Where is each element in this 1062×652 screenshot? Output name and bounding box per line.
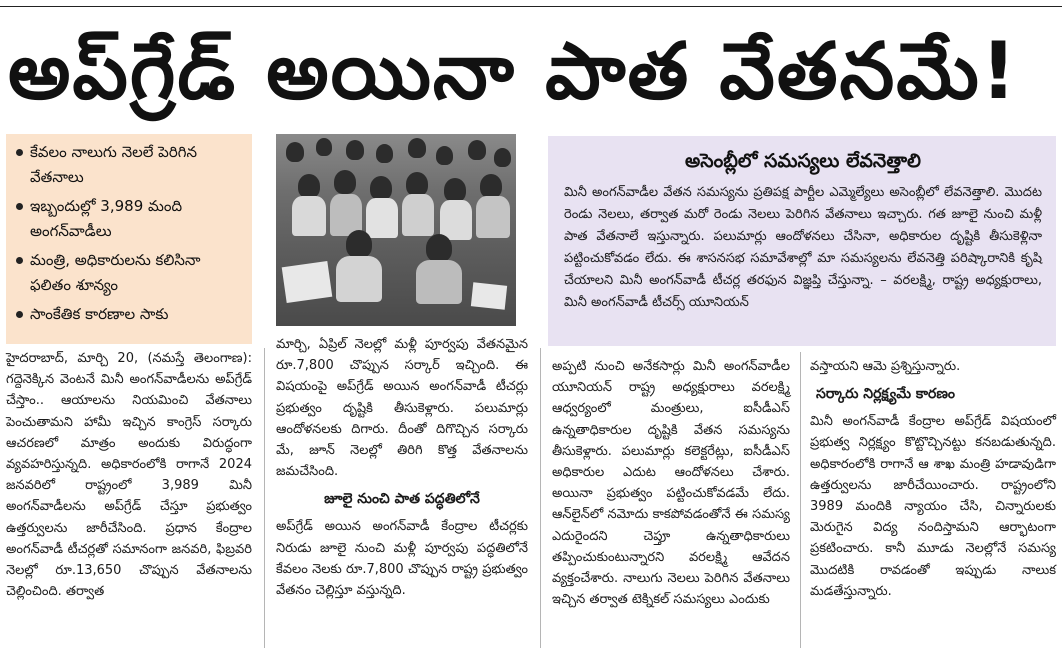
article-paragraph: అప్పటి నుంచి అనేకసార్లు మినీ అంగన్‌వాడీల యూనియన్ రాష్ట్ర అధ్యక్షురాలు వరలక్ష్మి ఆధ్వర్యంలో మంత్రులు, ఐసీడీఎస్ ఉన్నతాధికారుల దృష్టికి వేతన సమస్యను తీసుకెళ్లారు. పలుమార్లు కలెక్టరేట్లు, ఐసీడీఎస్ అధికారుల ఎదుట ఆందోళనలు చేశారు. అయినా ప్రభుత్వం పట్టించుకోవడమే లేదు. ఆన్‌లైన్‌లో నమోదు కాకపోవడంతోనే ఈ సమస్య ఎదురైందని చెప్తూ ఉన్నతాధికారులు తప్పించుకుంటున్నారని వరలక్ష్మి ఆవేదన వ్యక్తంచేశారు. నాలుగు నెలలు పెరిగిన వేతనాలు ఇచ్చిన తర్వాత టెక్నికల్ సమస్యలు ఎందుకు bbox=[552, 359, 790, 608]
children-photo bbox=[276, 134, 516, 326]
article-column-4 bbox=[810, 356, 1056, 602]
article-paragraph: మినీ అంగన్‌వాడీ కేంద్రాల అప్‌గ్రేడ్ విషయంలో ప్రభుత్వ నిర్లక్ష్యం కొట్టొచ్చినట్టు కనబడుతున్నది. అధికారంలోకి రాగానే ఆ శాఖ మంత్రి హడావుడిగా ఉత్తర్వులను జారీచేయించారు. రాష్ట్రంలోని 3989 మందికి న్యాయం చేసి, చిన్నారులకు మెరుగైన విద్య నందిస్తామని ఆర్భాటంగా ప్రకటించారు. కానీ మూడు నెలల్లోనే సమస్య మొదటికి రావడంతో ఇప్పుడు నాలుక మడతేస్తున్నారు. bbox=[810, 414, 1056, 599]
highlight-item: సాంకేతిక కారణాల సాకు bbox=[12, 302, 244, 327]
callout-body: మినీ అంగన్‌వాడీల వేతన సమస్యను ప్రతిపక్ష పార్టీల ఎమ్మెల్యేలు అసెంబ్లీలో లేవనెత్తాలి. మొదట రెండు నెలలు, తర్వాత మరో రెండు నెలలు పెరిగిన వేతనాలు ఇచ్చారు. గత జూలై నుంచి మళ్లీ పాత వేతనాలే ఇస్తున్నారు. పలుమార్లు ఆందోళనలు చేసినా, అధికారుల దృష్టికి తీసుకెళ్లినా పట్టించుకోవడం లేదు. ఈ శాసనసభ సమావేశాల్లో మా సమస్యలను లేవనెత్తి పరిష్కారానికి కృషి చేయాలని మినీ అంగన్‌వాడీ టీచర్ల తరఫున విజ్ఞప్తి చేస్తున్నా. – వరలక్ష్మి, రాష్ట్ర అధ్యక్షురాలు, మినీ అంగన్‌వాడీ టీచర్స్ యూనియన్ bbox=[564, 185, 1042, 310]
quote-callout bbox=[548, 136, 1056, 346]
article-column-1 bbox=[6, 348, 252, 602]
highlights-box bbox=[6, 134, 252, 344]
column-divider bbox=[264, 348, 265, 648]
highlight-item: మంత్రి, అధికారులను కలిసినా ఫలితం శూన్యం bbox=[12, 248, 244, 298]
column-divider bbox=[540, 348, 541, 648]
headline: అప్‌గ్రేడ్ అయినా పాత వేతనమే! bbox=[8, 27, 1019, 117]
article-paragraph: హైదరాబాద్, మార్చి 20, (నమస్తే తెలంగాణ): గద్దెనెక్కిన వెంటనే మినీ అంగన్‌వాడీలను అప్‌గ్రేడ్ చేస్తాం.. ఆయాలను నియమించి వేతనాలు పెంచుతామని హామీ ఇచ్చిన కాంగ్రెస్ సర్కారు ఆచరణలో మాత్రం అందుకు విరుద్ధంగా వ్యవహరిస్తున్నది. అధికారంలోకి రాగానే 2024 జనవరిలో రాష్ట్రంలో 3,989 మినీ అంగన్‌వాడీలను అప్‌గ్రేడ్ చేస్తూ ప్రభుత్వం ఉత్తర్వులను జారీచేసింది. ప్రధాన కేంద్రాల అంగన్‌వాడీ టీచర్లతో సమానంగా జనవరి, ఫిబ్రవరి నెలల్లో రూ.13,650 చొప్పున వేతనాలను చెల్లించింది. తర్వాత bbox=[6, 351, 252, 600]
article-paragraph: అప్‌గ్రేడ్ అయిన అంగన్‌వాడీ కేంద్రాల టీచర్లకు నిరుడు జూలై నుంచి మళ్లీ పూర్వపు పద్ధతిలోనే కేవలం నెలకు రూ.7,800 చొప్పున రాష్ట్ర ప్రభుత్వం వేతనం చెల్లిస్తూ వస్తున్నది. bbox=[276, 519, 528, 599]
article-column-2 bbox=[276, 334, 528, 601]
section-subhead: జూలై నుంచి పాత పద్ధతిలోనే bbox=[324, 491, 480, 508]
column-divider bbox=[800, 352, 801, 648]
callout-title: అసెంబ్లీలో సమస్యలు లేవనెత్తాలి bbox=[685, 150, 921, 172]
highlight-item: కేవలం నాలుగు నెలలే పెరిగిన వేతనాలు bbox=[12, 140, 244, 190]
section-subhead: సర్కారు నిర్లక్ష్యమే కారణం bbox=[816, 386, 955, 403]
top-rule bbox=[0, 6, 1062, 7]
highlight-item: ఇబ్బందుల్లో 3,989 మంది అంగన్‌వాడీలు bbox=[12, 194, 244, 244]
article-column-3 bbox=[552, 356, 790, 610]
article-paragraph: మార్చి, ఏప్రిల్ నెలల్లో మళ్లీ పూర్వపు వేతనమైన రూ.7,800 చొప్పున సర్కార్ ఇచ్చింది. ఈ విషయంపై అప్‌గ్రేడ్ అయిన అంగన్‌వాడీ టీచర్లు ప్రభుత్వం దృష్టికి తీసుకెళ్లారు. పలుమార్లు ఆందోళనలకు దిగారు. దీంతో దిగొచ్చిన సర్కారు మే, జూన్ నెలల్లో తిరిగి కొత్త వేతనాలను జమచేసింది. bbox=[276, 337, 528, 480]
article-paragraph: వస్తాయని ఆమె ప్రశ్నిస్తున్నారు. bbox=[810, 359, 961, 374]
